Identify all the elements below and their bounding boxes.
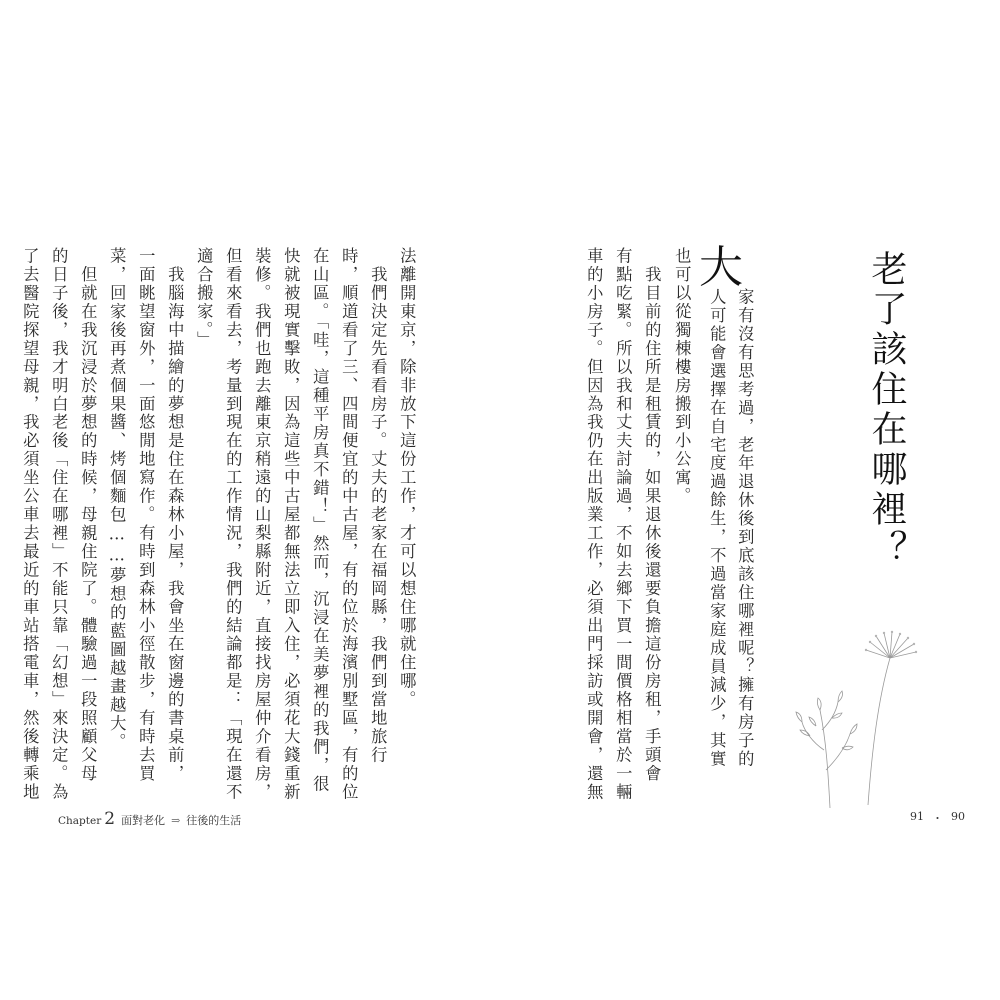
body-column: 人可能會選擇在自宅度過餘生，不過當家庭成員減少，其實 [707,288,727,769]
body-column: 的日子後，我才明白老後「住在哪裡」不能只靠「幻想」來決定。為 [49,247,69,802]
body-column: 有點吃緊。所以我和丈夫討論過，不如去鄉下買一間價格相當於一輛 [613,247,633,802]
body-column: 快就被現實擊敗，因為這些中古屋都無法立即入住，必須花大錢重新 [281,247,301,802]
running-footer [58,809,241,829]
body-column: 適合搬家。」 [194,247,214,350]
body-column: 時，順道看了三、四間便宜的中古屋，有的位於海濱別墅區，有的位 [339,247,359,802]
body-column: 裝修。我們也跑去離東京稍遠的山梨縣附近，直接找房屋仲介看房， [252,247,272,802]
body-column: 我目前的住所是租賃的，如果退休後還要負擔這份房租，手頭會 [642,247,662,784]
chapter-label: Chapter [58,815,102,827]
arrow-icon: ⇒ [171,814,181,827]
body-column: 也可以從獨棟樓房搬到小公寓。 [672,247,692,506]
body-column: 法離開東京，除非放下這份工作，才可以想住哪就住哪。 [397,247,417,710]
section-title: 面對老化 [121,814,166,827]
page-title: 老了該住在哪裡？ [866,250,907,570]
page-number-right: 90 [951,810,965,823]
plant-illustration [790,630,940,810]
page-numbers [910,810,965,826]
body-column: 我腦海中描繪的夢想是住在森林小屋，我會坐在窗邊的書桌前， [165,247,185,784]
page-number-left: 91 [910,810,924,823]
body-column: 菜，回家後再煮個果醬、烤個麵包……夢想的藍圖越畫越大。 [107,247,127,752]
body-column: 但看來看去，考量到現在的工作情況，我們的結論都是：「現在還不 [223,247,243,802]
page-number-separator: ・ [932,812,943,825]
body-column: 我們決定先看看房子。丈夫的老家在福岡縣，我們到當地旅行 [368,247,388,765]
body-column: 一面眺望窗外，一面悠閒地寫作。有時到森林小徑散步，有時去買 [136,247,156,784]
chapter-number: 2 [104,809,116,829]
subsection-title: 往後的生活 [186,814,242,827]
body-column: 家有沒有思考過，老年退休後到底該住哪裡呢？擁有房子的 [735,288,755,769]
drop-cap: 大 [699,242,743,293]
body-column: 但就在我沉浸於夢想的時候，母親住院了。體驗過一段照顧父母 [78,247,98,784]
body-column: 在山區。「哇，這種平房真不錯！」然而，沉浸在美夢裡的我們，很 [310,247,330,794]
body-column: 了去醫院探望母親，我必須坐公車去最近的車站搭電車，然後轉乘地 [20,247,40,802]
body-column: 車的小房子。但因為我仍在出版業工作，必須出門採訪或開會，還無 [584,247,604,802]
